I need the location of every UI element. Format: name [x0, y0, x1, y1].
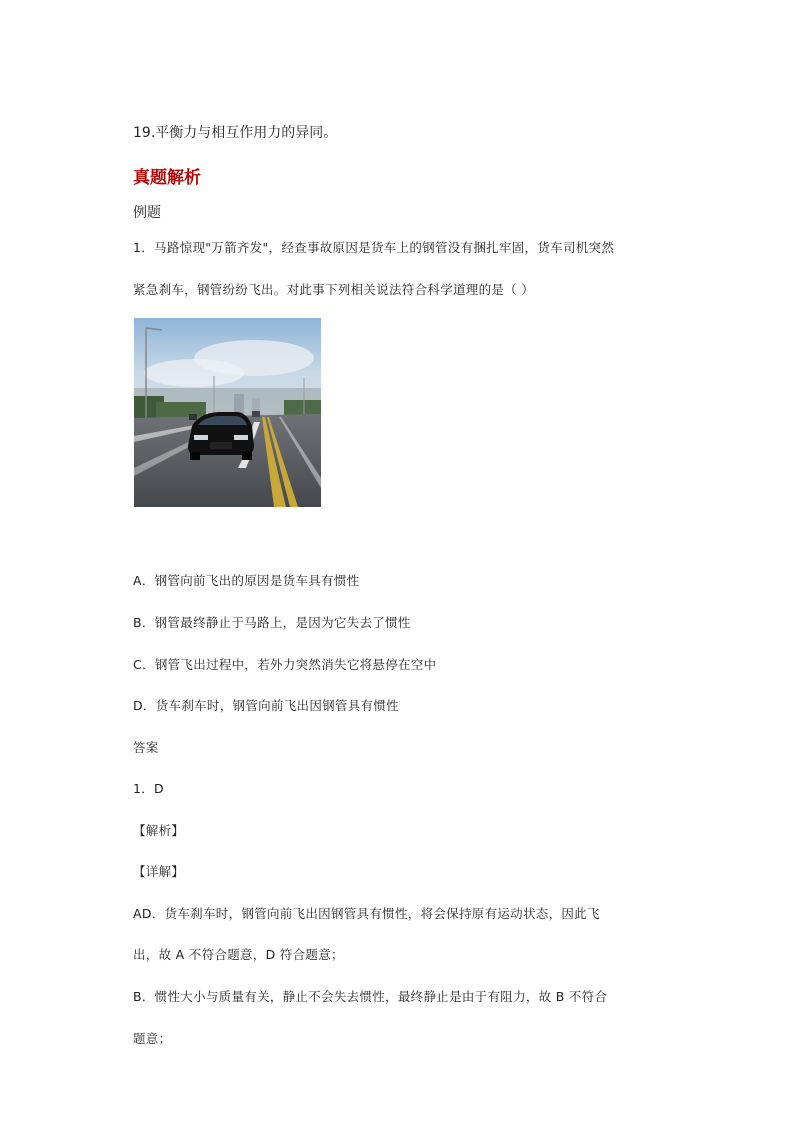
explanation-line-4: 题意； — [133, 1031, 172, 1046]
example-label: 例题 — [133, 205, 161, 221]
explanation-line-2: 出，故 A 不符合题意，D 符合题意； — [133, 947, 344, 962]
road-photo — [134, 318, 321, 507]
explanation-line-3: B．惯性大小与质量有关，静止不会失去惯性，最终静止是由于有阻力，故 B 不符合 — [133, 989, 608, 1004]
section-title: 19.平衡力与相互作用力的异同。 — [133, 125, 338, 141]
option-a: A．钢管向前飞出的原因是货车具有惯性 — [133, 573, 360, 588]
detail-label: 【详解】 — [133, 864, 185, 879]
question-line-2: 紧急刹车，钢管纷纷飞出。对此事下列相关说法符合科学道理的是（ ） — [133, 282, 535, 297]
option-d: D．货车刹车时，钢管向前飞出因钢管具有惯性 — [133, 698, 399, 713]
question-line-1: 1．马路惊现"万箭齐发"，经查事故原因是货车上的钢管没有捆扎牢固，货车司机突然 — [133, 240, 615, 255]
explanation-line-1: AD．货车刹车时，钢管向前飞出因钢管具有惯性，将会保持原有运动状态，因此飞 — [133, 906, 600, 921]
analysis-label: 【解析】 — [133, 823, 185, 838]
option-c: C．钢管飞出过程中，若外力突然消失它将悬停在空中 — [133, 657, 437, 672]
answer-label: 答案 — [133, 740, 159, 755]
option-b: B．钢管最终静止于马路上，是因为它失去了惯性 — [133, 615, 411, 630]
answer-value: 1．D — [133, 781, 164, 796]
section-heading: 真题解析 — [133, 168, 201, 188]
car-illustration — [188, 412, 254, 460]
